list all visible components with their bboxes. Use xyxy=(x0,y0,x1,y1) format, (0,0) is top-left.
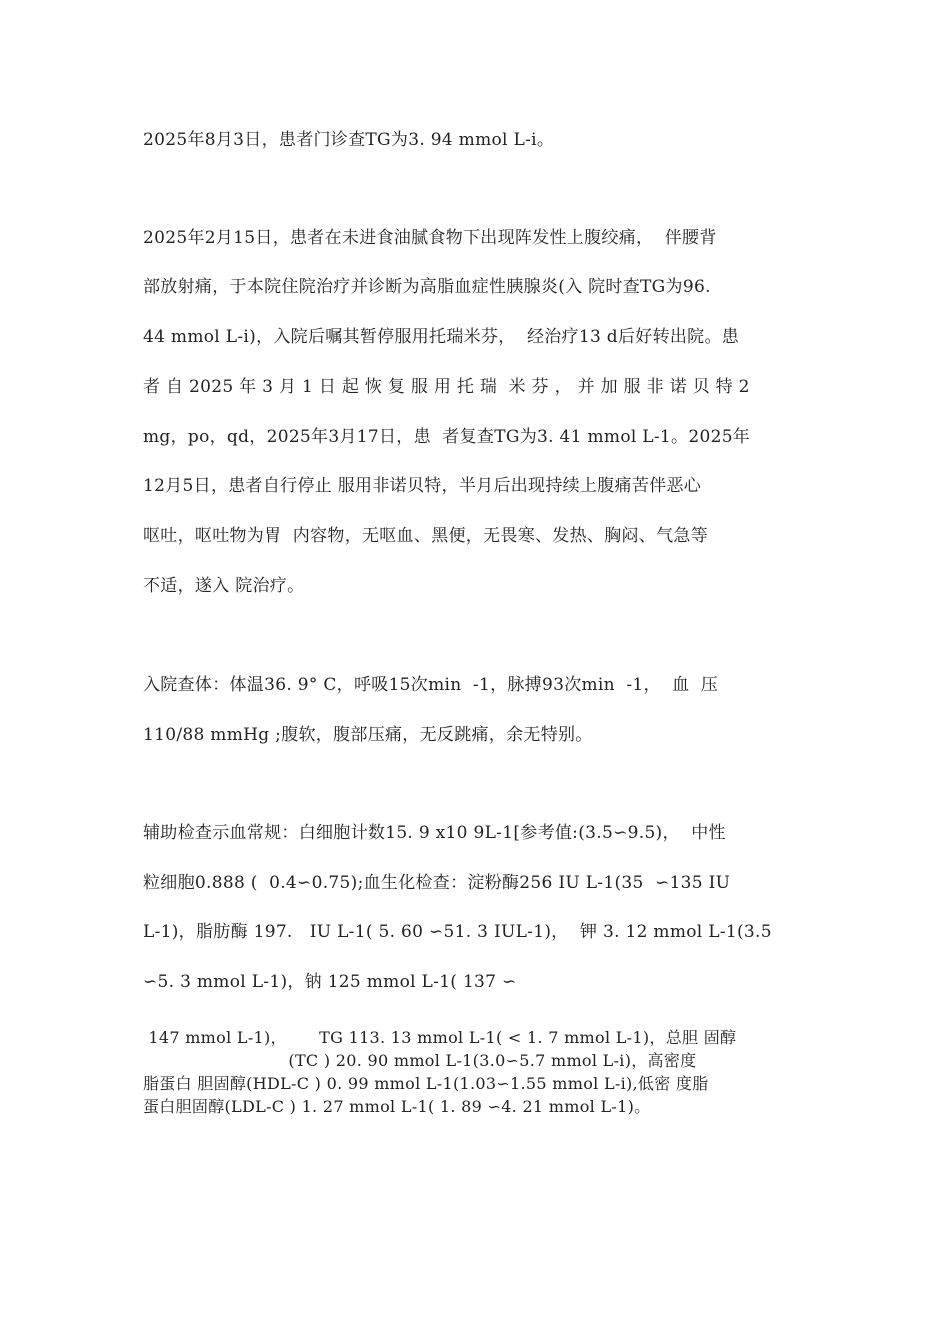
paragraph-2-line-4: 者 自 2025 年 3 月 1 日 起 恢 复 服 用 托 瑞 米 芬 ， 并 加 服 非 诺 贝 特 2 xyxy=(143,377,750,397)
paragraph-5-line-3: 脂蛋白 胆固醇(HDL-C ) 0. 99 mmol L-1(1.03∽1.55 mmol L-i),低密 度脂 xyxy=(143,1074,709,1093)
paragraph-4-line-3: L-1)，脂肪酶 197. IU L-1( 5. 60 ∽51. 3 IUL-1)， 钾 3. 12 mmol L-1(3.5 xyxy=(143,922,772,942)
paragraph-2-line-8: 不适，遂入 院治疗。 xyxy=(143,576,305,596)
paragraph-4-line-4: ∽5. 3 mmol L-1)，钠 125 mmol L-1( 137 ∽ xyxy=(143,972,517,992)
paragraph-4-line-2: 粒细胞0.888 ( 0.4∽0.75);血生化检查：淀粉酶256 IU L-1(35 ∽135 IU xyxy=(143,873,731,893)
paragraph-5-line-1: 147 mmol L-1)， TG 113. 13 mmol L-1( < 1. 7 mmol L-1)，总胆 固醇 xyxy=(143,1028,737,1047)
paragraph-4-line-1: 辅助检查示血常规：白细胞计数15. 9 x10 9L-1[参考值:(3.5∽9.5)， 中性 xyxy=(143,823,726,843)
paragraph-5-line-4: 蛋白胆固醇(LDL-C ) 1. 27 mmol L-1( 1. 89 ∽4. 21 mmol L-1)。 xyxy=(143,1097,651,1116)
paragraph-3-line-2: 110/88 mmHg ;腹软，腹部压痛，无反跳痛，余无特别。 xyxy=(143,725,593,745)
paragraph-2-line-3: 44 mmol L-i)，入院后嘱其暂停服用托瑞米芬， 经治疗13 d后好转出院。患 xyxy=(143,327,740,347)
paragraph-2-line-1: 2025年2月15日，患者在未进食油腻食物下出现阵发性上腹绞痛， 伴腰背 xyxy=(143,228,717,248)
paragraph-2-line-5: mg，po，qd，2025年3月17日，患 者复查TG为3. 41 mmol L-1。2025年 xyxy=(143,427,751,447)
paragraph-2-line-7: 呕吐，呕吐物为胃 内容物，无呕血、黑便，无畏寒、发热、胸闷、气急等 xyxy=(143,526,709,546)
paragraph-5-line-2: (TC ) 20. 90 mmol L-1(3.0∽5.7 mmol L-i)，高密度 xyxy=(143,1051,697,1070)
paragraph-1-line-1: 2025年8月3日，患者门诊查TG为3. 94 mmol L-i。 xyxy=(143,130,555,150)
paragraph-2-line-6: 12月5日，患者自行停止 服用非诺贝特，半月后出现持续上腹痛苦伴恶心 xyxy=(143,476,702,496)
paragraph-3-line-1: 入院查体：体温36. 9° C，呼吸15次min -1，脉搏93次min -1， 血 压 xyxy=(143,675,719,695)
paragraph-2-line-2: 部放射痛，于本院住院治疗并诊断为高脂血症性胰腺炎(入 院时查TG为96. xyxy=(143,277,711,297)
